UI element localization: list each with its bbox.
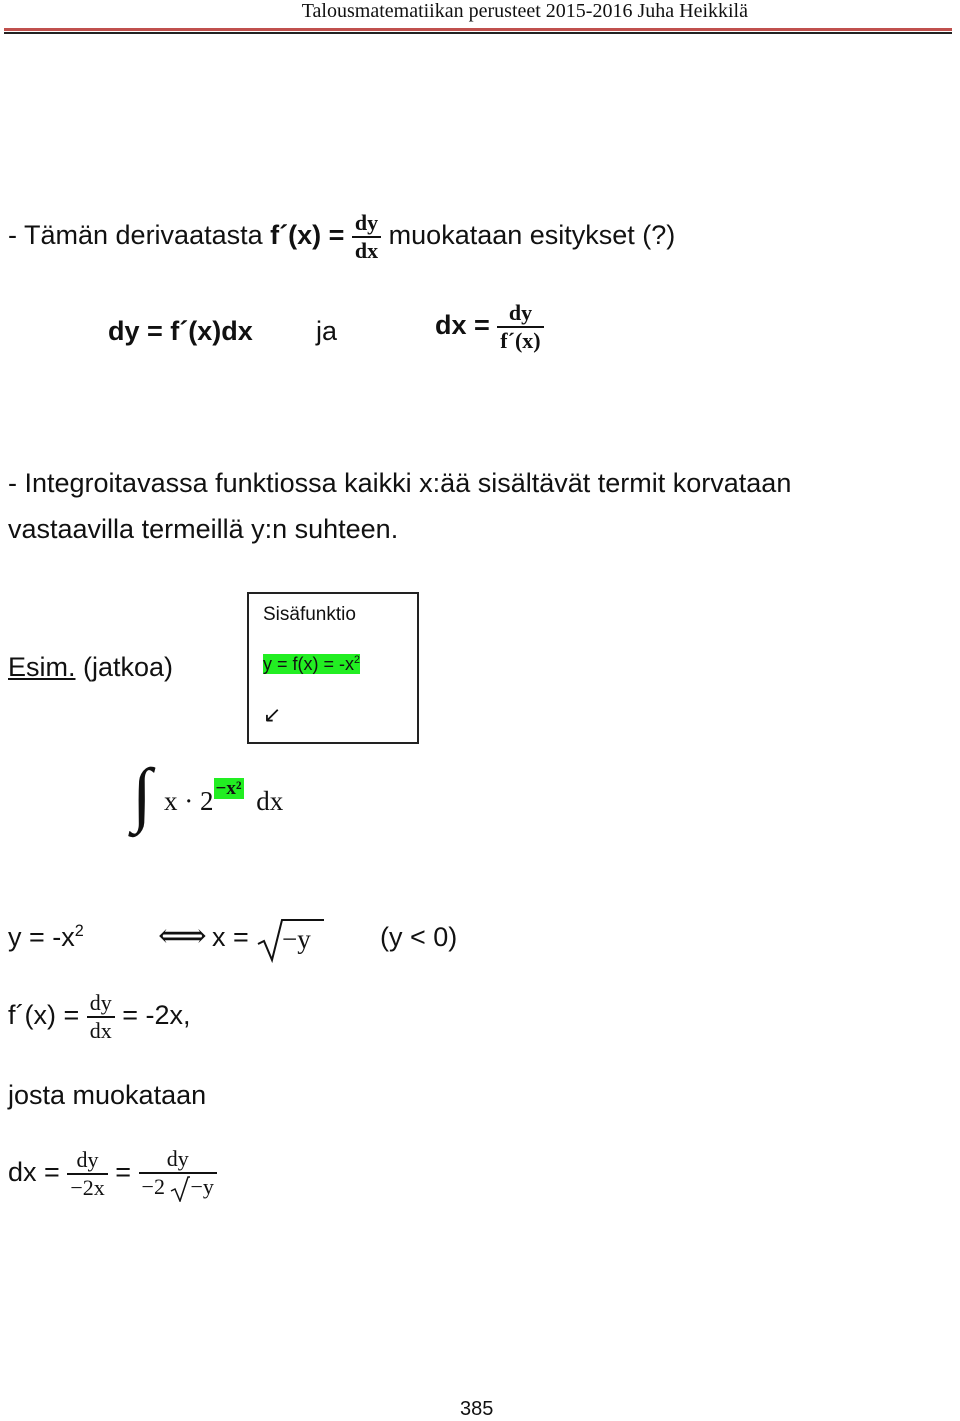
dy-expression: dy = f´(x)dx — [108, 316, 253, 346]
eq2-fraction — [87, 990, 115, 1044]
eq1-lhs — [8, 922, 84, 953]
page-number: 385 — [460, 1398, 494, 1420]
eq3-fraction-2 — [139, 1146, 217, 1202]
eq2-rhs: = -2x, — [122, 1000, 191, 1031]
integral-exponent: −x² — [215, 778, 242, 799]
eq2-frac-den: dx — [87, 1016, 115, 1044]
paragraph-line-1: - Integroitavassa funktiossa kaikki x:ää sisältävät termit korvataan — [8, 468, 792, 498]
line1-suffix: muokataan esitykset (?) — [388, 220, 676, 251]
sqrt-sign-small-icon — [170, 1176, 190, 1202]
line2-rhs-lhs: dx = — [435, 310, 490, 341]
iff-icon: ⟺ — [158, 918, 207, 955]
line2-frac-num: dy — [508, 300, 533, 325]
eq2-lhs: f´(x) = — [8, 1000, 80, 1031]
line1-frac-den: dx — [352, 236, 381, 264]
line1-fprime: f´(x) = — [270, 220, 345, 251]
eq1-condition: (y < 0) — [380, 922, 458, 952]
eq1-rhs-prefix: x = — [212, 922, 249, 952]
dx-expression — [435, 300, 544, 354]
integral-base: x · 2 — [164, 786, 214, 816]
line2-fraction — [497, 300, 543, 354]
header-rule-red — [4, 28, 952, 31]
box-formula — [263, 654, 360, 675]
line1-fraction — [352, 210, 381, 264]
header-rule-dark — [4, 32, 952, 34]
line1-prefix: - Tämän derivaatasta — [8, 220, 271, 251]
derivative-line — [8, 210, 675, 264]
eq3-frac2-num: dy — [166, 1146, 189, 1171]
box-formula-text: y = f(x) = -x — [263, 654, 355, 674]
paragraph-line-2: vastaavilla termeillä y:n suhteen. — [8, 514, 399, 544]
eq3-frac1-num: dy — [76, 1146, 99, 1172]
example-label — [8, 652, 173, 683]
eq3-equals: = — [115, 1157, 132, 1188]
eq3-frac2-den — [139, 1172, 217, 1202]
eq3-frac2-den-sqrt: −y — [190, 1174, 214, 1199]
eq3 — [8, 1146, 217, 1202]
jatkoa-label: (jatkoa) — [75, 652, 174, 682]
box-arrow-icon: ↙ — [263, 702, 282, 727]
integral-sign: ∫ — [132, 754, 152, 834]
josta-text: josta muokataan — [8, 1080, 207, 1110]
line1-frac-num: dy — [354, 210, 379, 235]
inner-function-box — [247, 592, 419, 744]
box-title: Sisäfunktio — [263, 604, 356, 625]
eq2 — [8, 990, 191, 1044]
box-formula-highlight — [263, 654, 360, 674]
esim-label: Esim. — [8, 652, 76, 682]
eq3-frac1-den: −2x — [67, 1173, 107, 1201]
eq1-sqrt-content: −y — [282, 924, 311, 954]
eq3-fraction-1 — [67, 1147, 107, 1201]
ja-word: ja — [316, 316, 338, 346]
integral-expression — [164, 778, 284, 817]
eq1-lhs-exp: 2 — [74, 922, 84, 940]
eq1-lhs-text: y = -x — [8, 922, 75, 952]
eq3-lhs: dx = — [8, 1157, 60, 1188]
eq2-frac-num: dy — [89, 990, 112, 1015]
box-formula-exp: 2 — [354, 654, 361, 666]
line2-frac-den: f´(x) — [497, 326, 543, 354]
integral-dx: dx — [256, 786, 284, 816]
header-title: Talousmatematiikan perusteet 2015-2016 Juha Heikkilä — [301, 0, 748, 22]
eq3-sqrt — [170, 1174, 213, 1202]
eq3-frac2-den-prefix: −2 — [141, 1174, 165, 1199]
eq1-rhs — [212, 922, 249, 953]
